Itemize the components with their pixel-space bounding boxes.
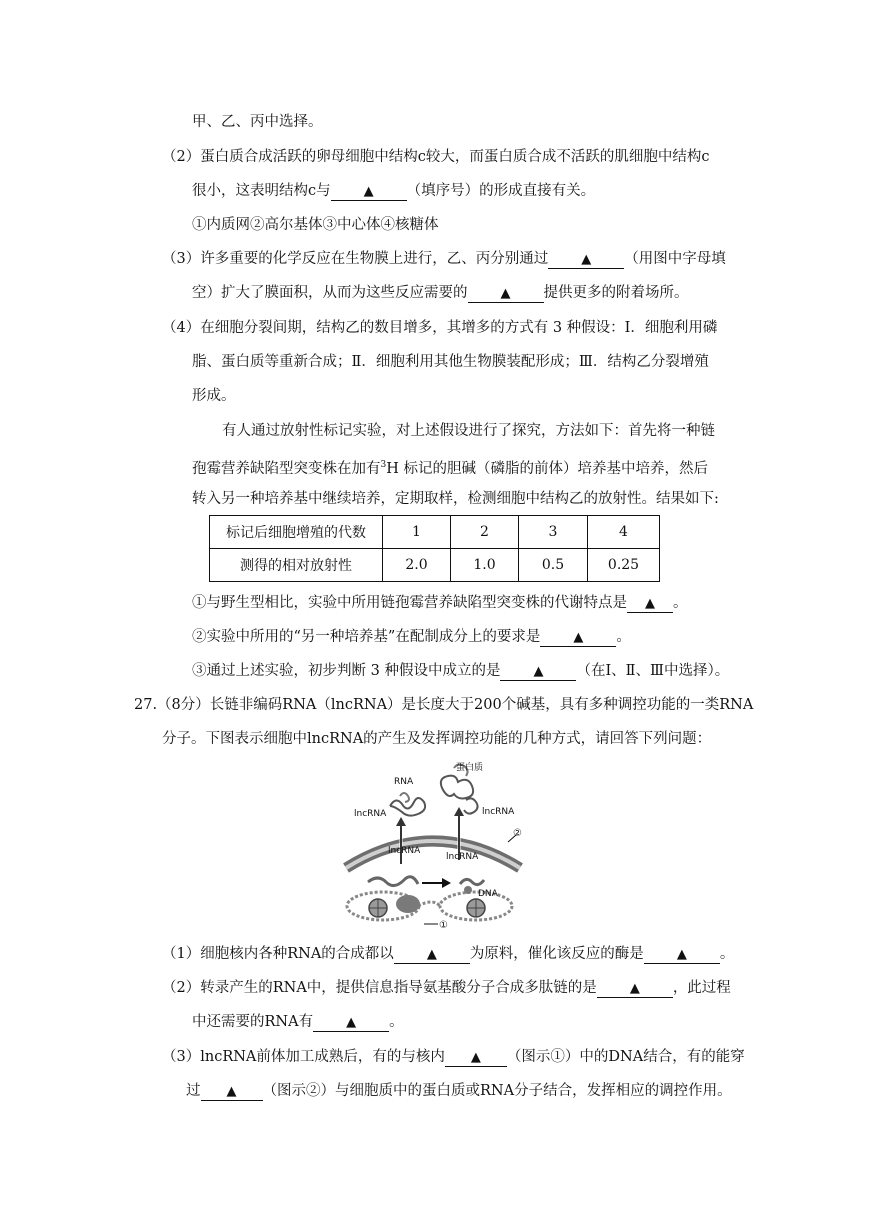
paragraph-line: 转入另一种培养基中继续培养，定期取样，检测细胞中结构乙的放射性。结果如下: xyxy=(192,491,719,507)
answer-blank[interactable]: ▲ xyxy=(644,946,720,964)
answer-line: 过 ▲ （图示②）与细胞质中的蛋白质或RNA分子结合，发挥相应的调控作用。 xyxy=(186,1083,732,1099)
marker-1: ① xyxy=(439,920,448,931)
results-table xyxy=(209,515,660,582)
label-dna: DNA xyxy=(478,889,498,899)
answer-blank[interactable]: ▲ xyxy=(540,629,616,647)
answer-line: （1）细胞核内各种RNA的合成都以 ▲ 为原料，催化该反应的酶是 ▲ 。 xyxy=(162,946,735,962)
label-lncrna-right: lncRNA xyxy=(482,807,515,817)
question-2-line: 很小，这表明结构c与 ▲ （填序号）的形成直接有关。 xyxy=(192,183,596,199)
table-cell: 2.0 xyxy=(383,549,451,582)
answer-blank[interactable]: ▲ xyxy=(394,946,470,964)
table-row xyxy=(210,549,660,582)
lncrna-diagram xyxy=(338,756,528,940)
label-rna: RNA xyxy=(394,777,414,787)
label-protein: 蛋白质 xyxy=(456,763,484,773)
text-line: 甲、乙、丙中选择。 xyxy=(192,114,323,130)
paragraph-line: 孢霉营养缺陷型突变株在加有$^3$H 标记的胆碱（磷脂的前体）培养基中培养，然后 xyxy=(192,460,708,477)
table-cell: 0.5 xyxy=(519,549,588,582)
answer-blank[interactable]: ▲ xyxy=(445,1049,507,1067)
table-cell: 4 xyxy=(588,516,660,549)
table-cell: 标记后细胞增殖的代数 xyxy=(210,516,383,549)
table-cell: 1.0 xyxy=(451,549,519,582)
subquestion-line: ①与野生型相比，实验中所用链孢霉营养缺陷型突变株的代谢特点是 ▲ 。 xyxy=(192,595,688,611)
label-lncrna-left: lncRNA xyxy=(354,809,387,819)
answer-blank[interactable]: ▲ xyxy=(597,980,673,998)
lncrna-diagram-svg xyxy=(338,756,528,936)
question-3-line: （3）许多重要的化学反应在生物膜上进行，乙、丙分别通过 ▲ （用图中字母填 xyxy=(162,251,726,267)
answer-line: 中还需要的RNA有 ▲ 。 xyxy=(192,1014,404,1030)
options-line: ①内质网②高尔基体③中心体④核糖体 xyxy=(192,217,439,233)
answer-blank[interactable]: ▲ xyxy=(331,183,407,201)
answer-blank[interactable]: ▲ xyxy=(500,663,576,681)
answer-blank[interactable]: ▲ xyxy=(548,251,624,269)
answer-line: （2）转录产生的RNA中，提供信息指导氨基酸分子合成多肽链的是 ▲ ，此过程 xyxy=(162,980,731,996)
question-2-line: （2）蛋白质合成活跃的卵母细胞中结构c较大，而蛋白质合成不活跃的肌细胞中结构c xyxy=(162,149,710,165)
question-4-line: 脂、蛋白质等重新合成；Ⅱ．细胞利用其他生物膜装配形成；Ⅲ．结构乙分裂增殖 xyxy=(192,354,709,370)
table-cell: 0.25 xyxy=(588,549,660,582)
marker-2: ② xyxy=(513,828,522,839)
subquestion-line: ③通过上述实验，初步判断 3 种假设中成立的是 ▲ （在Ⅰ、Ⅱ、Ⅲ中选择）。 xyxy=(192,663,730,679)
table-cell: 1 xyxy=(383,516,451,549)
table-cell: 3 xyxy=(519,516,588,549)
answer-blank[interactable]: ▲ xyxy=(627,595,673,613)
table-row xyxy=(210,516,660,549)
question-4-line: 形成。 xyxy=(192,388,236,404)
answer-line: （3）lncRNA前体加工成熟后，有的与核内 ▲ （图示①）中的DNA结合，有的能穿 xyxy=(162,1049,745,1065)
label-lncrna-mid-right: lncRNA xyxy=(446,852,479,862)
question-3-line: 空）扩大了膜面积，从而为这些反应需要的 ▲ 提供更多的附着场所。 xyxy=(192,285,689,301)
question-27-line: 分子。下图表示细胞中lncRNA的产生及发挥调控功能的几种方式，请回答下列问题： xyxy=(162,731,712,747)
subquestion-line: ②实验中所用的“另一种培养基”在配制成分上的要求是 ▲ 。 xyxy=(192,629,631,645)
label-lncrna-mid-left: lncRNA xyxy=(388,846,421,856)
paragraph-line: 有人通过放射性标记实验，对上述假设进行了探究，方法如下：首先将一种链 xyxy=(222,423,715,439)
table-cell: 测得的相对放射性 xyxy=(210,549,383,582)
answer-blank[interactable]: ▲ xyxy=(313,1014,389,1032)
answer-blank[interactable]: ▲ xyxy=(468,285,544,303)
table-cell: 2 xyxy=(451,516,519,549)
question-27-line: 27.（8分）长链非编码RNA（lncRNA）是长度大于200个碱基，具有多种调控功能的一类RNA xyxy=(134,697,754,713)
question-4-line: （4）在细胞分裂间期，结构乙的数目增多，其增多的方式有 3 种假设：Ⅰ．细胞利用磷 xyxy=(162,320,718,336)
answer-blank[interactable]: ▲ xyxy=(201,1083,263,1101)
